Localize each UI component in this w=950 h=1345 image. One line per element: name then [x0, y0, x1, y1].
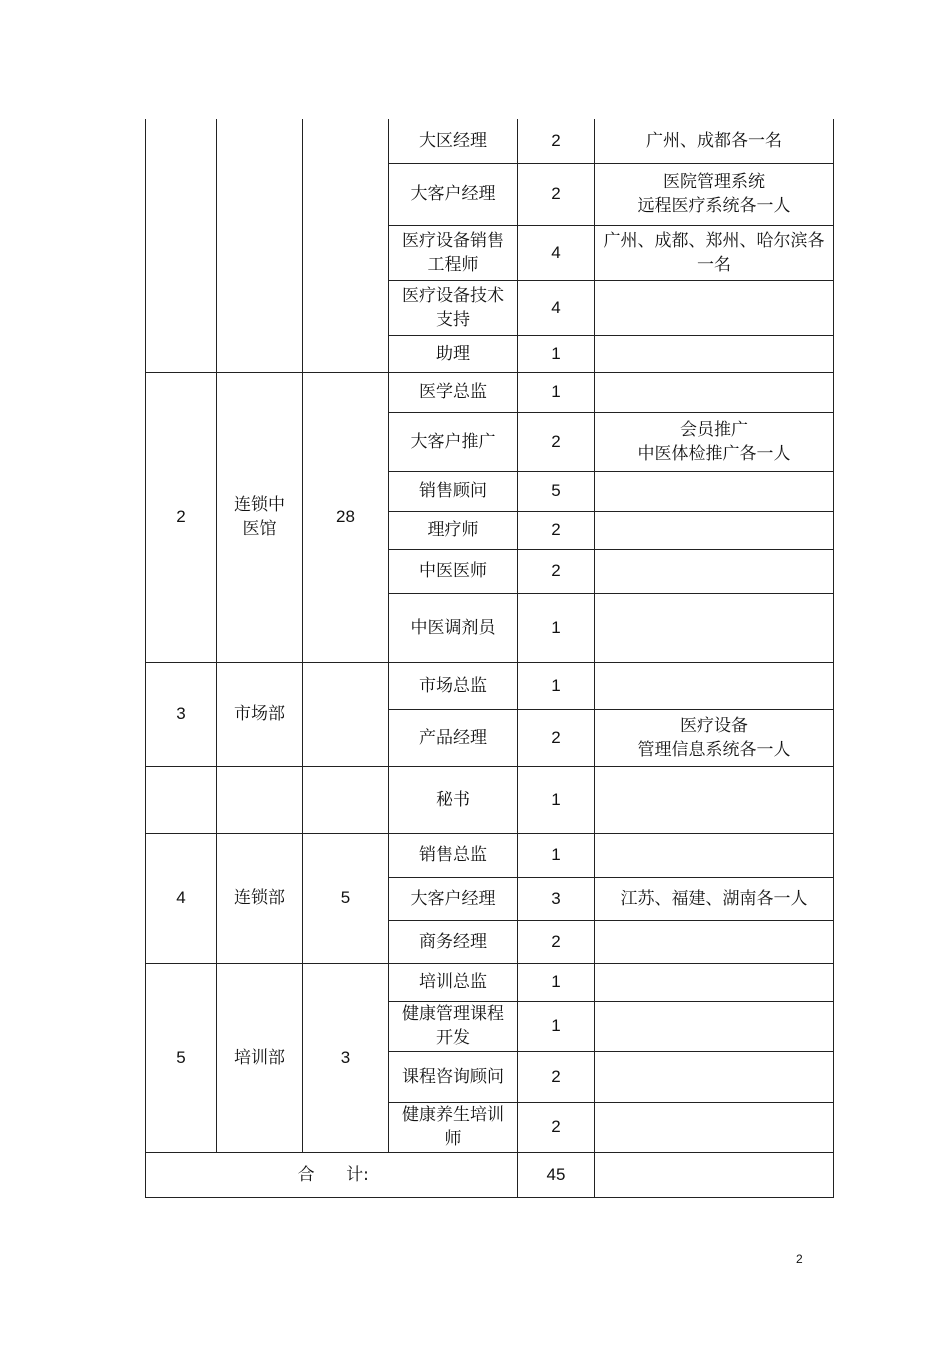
note-cell — [595, 833, 834, 877]
table-row — [146, 662, 834, 709]
position-cell: 产品经理 — [389, 709, 518, 766]
note-cell — [595, 963, 834, 1001]
department-total-cell: 28 — [303, 372, 389, 662]
department-total-cell — [303, 662, 389, 766]
position-cell: 大客户经理 — [389, 877, 518, 920]
summary-label-cell — [146, 1152, 518, 1197]
note-cell — [595, 662, 834, 709]
table-row — [146, 833, 834, 877]
summary-label-left: 合 — [297, 1164, 315, 1185]
note-cell — [595, 1001, 834, 1051]
position-cell: 医学总监 — [389, 372, 518, 412]
row-number-cell: 3 — [146, 662, 217, 766]
page-number: 2 — [796, 1252, 803, 1266]
note-cell — [595, 593, 834, 662]
headcount-cell: 1 — [518, 662, 595, 709]
headcount-cell: 4 — [518, 280, 595, 335]
row-number-cell: 2 — [146, 372, 217, 662]
position-cell: 健康管理课程开发 — [389, 1001, 518, 1051]
headcount-cell: 2 — [518, 1102, 595, 1152]
headcount-cell: 1 — [518, 593, 595, 662]
note-cell — [595, 511, 834, 549]
summary-label-right: 计: — [346, 1164, 369, 1185]
headcount-cell: 2 — [518, 1051, 595, 1102]
department-cell: 连锁中 医馆 — [217, 372, 303, 662]
note-cell: 广州、成都各一名 — [595, 119, 834, 163]
headcount-cell: 1 — [518, 335, 595, 372]
headcount-cell: 2 — [518, 549, 595, 593]
department-total-cell: 3 — [303, 963, 389, 1152]
headcount-cell: 1 — [518, 1001, 595, 1051]
position-cell: 中医医师 — [389, 549, 518, 593]
note-cell — [595, 1102, 834, 1152]
table-row — [146, 766, 834, 833]
row-number-cell: 5 — [146, 963, 217, 1152]
note-cell — [595, 766, 834, 833]
position-cell: 商务经理 — [389, 920, 518, 963]
department-total-cell — [303, 119, 389, 372]
headcount-cell: 1 — [518, 372, 595, 412]
row-number-cell — [146, 766, 217, 833]
summary-row — [146, 1152, 834, 1197]
position-cell: 助理 — [389, 335, 518, 372]
note-cell — [595, 471, 834, 511]
department-cell — [217, 766, 303, 833]
summary-total-cell: 45 — [518, 1152, 595, 1197]
position-cell: 课程咨询顾问 — [389, 1051, 518, 1102]
department-cell: 连锁部 — [217, 833, 303, 963]
headcount-cell: 5 — [518, 471, 595, 511]
headcount-cell: 1 — [518, 963, 595, 1001]
note-cell: 江苏、福建、湖南各一人 — [595, 877, 834, 920]
headcount-cell: 2 — [518, 511, 595, 549]
headcount-cell: 1 — [518, 766, 595, 833]
position-cell: 医疗设备技术支持 — [389, 280, 518, 335]
position-cell: 健康养生培训师 — [389, 1102, 518, 1152]
note-cell: 医院管理系统 远程医疗系统各一人 — [595, 163, 834, 225]
note-cell: 广州、成都、郑州、哈尔滨各一名 — [595, 225, 834, 280]
position-cell: 大区经理 — [389, 119, 518, 163]
headcount-cell: 2 — [518, 920, 595, 963]
position-cell: 大客户推广 — [389, 412, 518, 471]
position-cell: 培训总监 — [389, 963, 518, 1001]
note-cell — [595, 372, 834, 412]
note-cell: 医疗设备 管理信息系统各一人 — [595, 709, 834, 766]
headcount-cell: 2 — [518, 163, 595, 225]
headcount-cell: 3 — [518, 877, 595, 920]
position-cell: 销售顾问 — [389, 471, 518, 511]
headcount-cell: 2 — [518, 709, 595, 766]
position-cell: 秘书 — [389, 766, 518, 833]
table-row — [146, 372, 834, 412]
department-cell: 市场部 — [217, 662, 303, 766]
position-cell: 理疗师 — [389, 511, 518, 549]
summary-note-cell — [595, 1152, 834, 1197]
staffing-table-body — [146, 119, 834, 1197]
note-cell — [595, 335, 834, 372]
note-cell — [595, 280, 834, 335]
headcount-cell: 4 — [518, 225, 595, 280]
table-row — [146, 119, 834, 163]
position-cell: 市场总监 — [389, 662, 518, 709]
note-cell: 会员推广 中医体检推广各一人 — [595, 412, 834, 471]
row-number-cell: 4 — [146, 833, 217, 963]
position-cell: 中医调剂员 — [389, 593, 518, 662]
department-cell — [217, 119, 303, 372]
position-cell: 大客户经理 — [389, 163, 518, 225]
department-cell: 培训部 — [217, 963, 303, 1152]
table-row — [146, 963, 834, 1001]
note-cell — [595, 1051, 834, 1102]
position-cell: 销售总监 — [389, 833, 518, 877]
row-number-cell — [146, 119, 217, 372]
note-cell — [595, 549, 834, 593]
headcount-cell: 2 — [518, 412, 595, 471]
department-total-cell: 5 — [303, 833, 389, 963]
staffing-table — [145, 119, 834, 1198]
headcount-cell: 2 — [518, 119, 595, 163]
position-cell: 医疗设备销售工程师 — [389, 225, 518, 280]
note-cell — [595, 920, 834, 963]
department-total-cell — [303, 766, 389, 833]
headcount-cell: 1 — [518, 833, 595, 877]
